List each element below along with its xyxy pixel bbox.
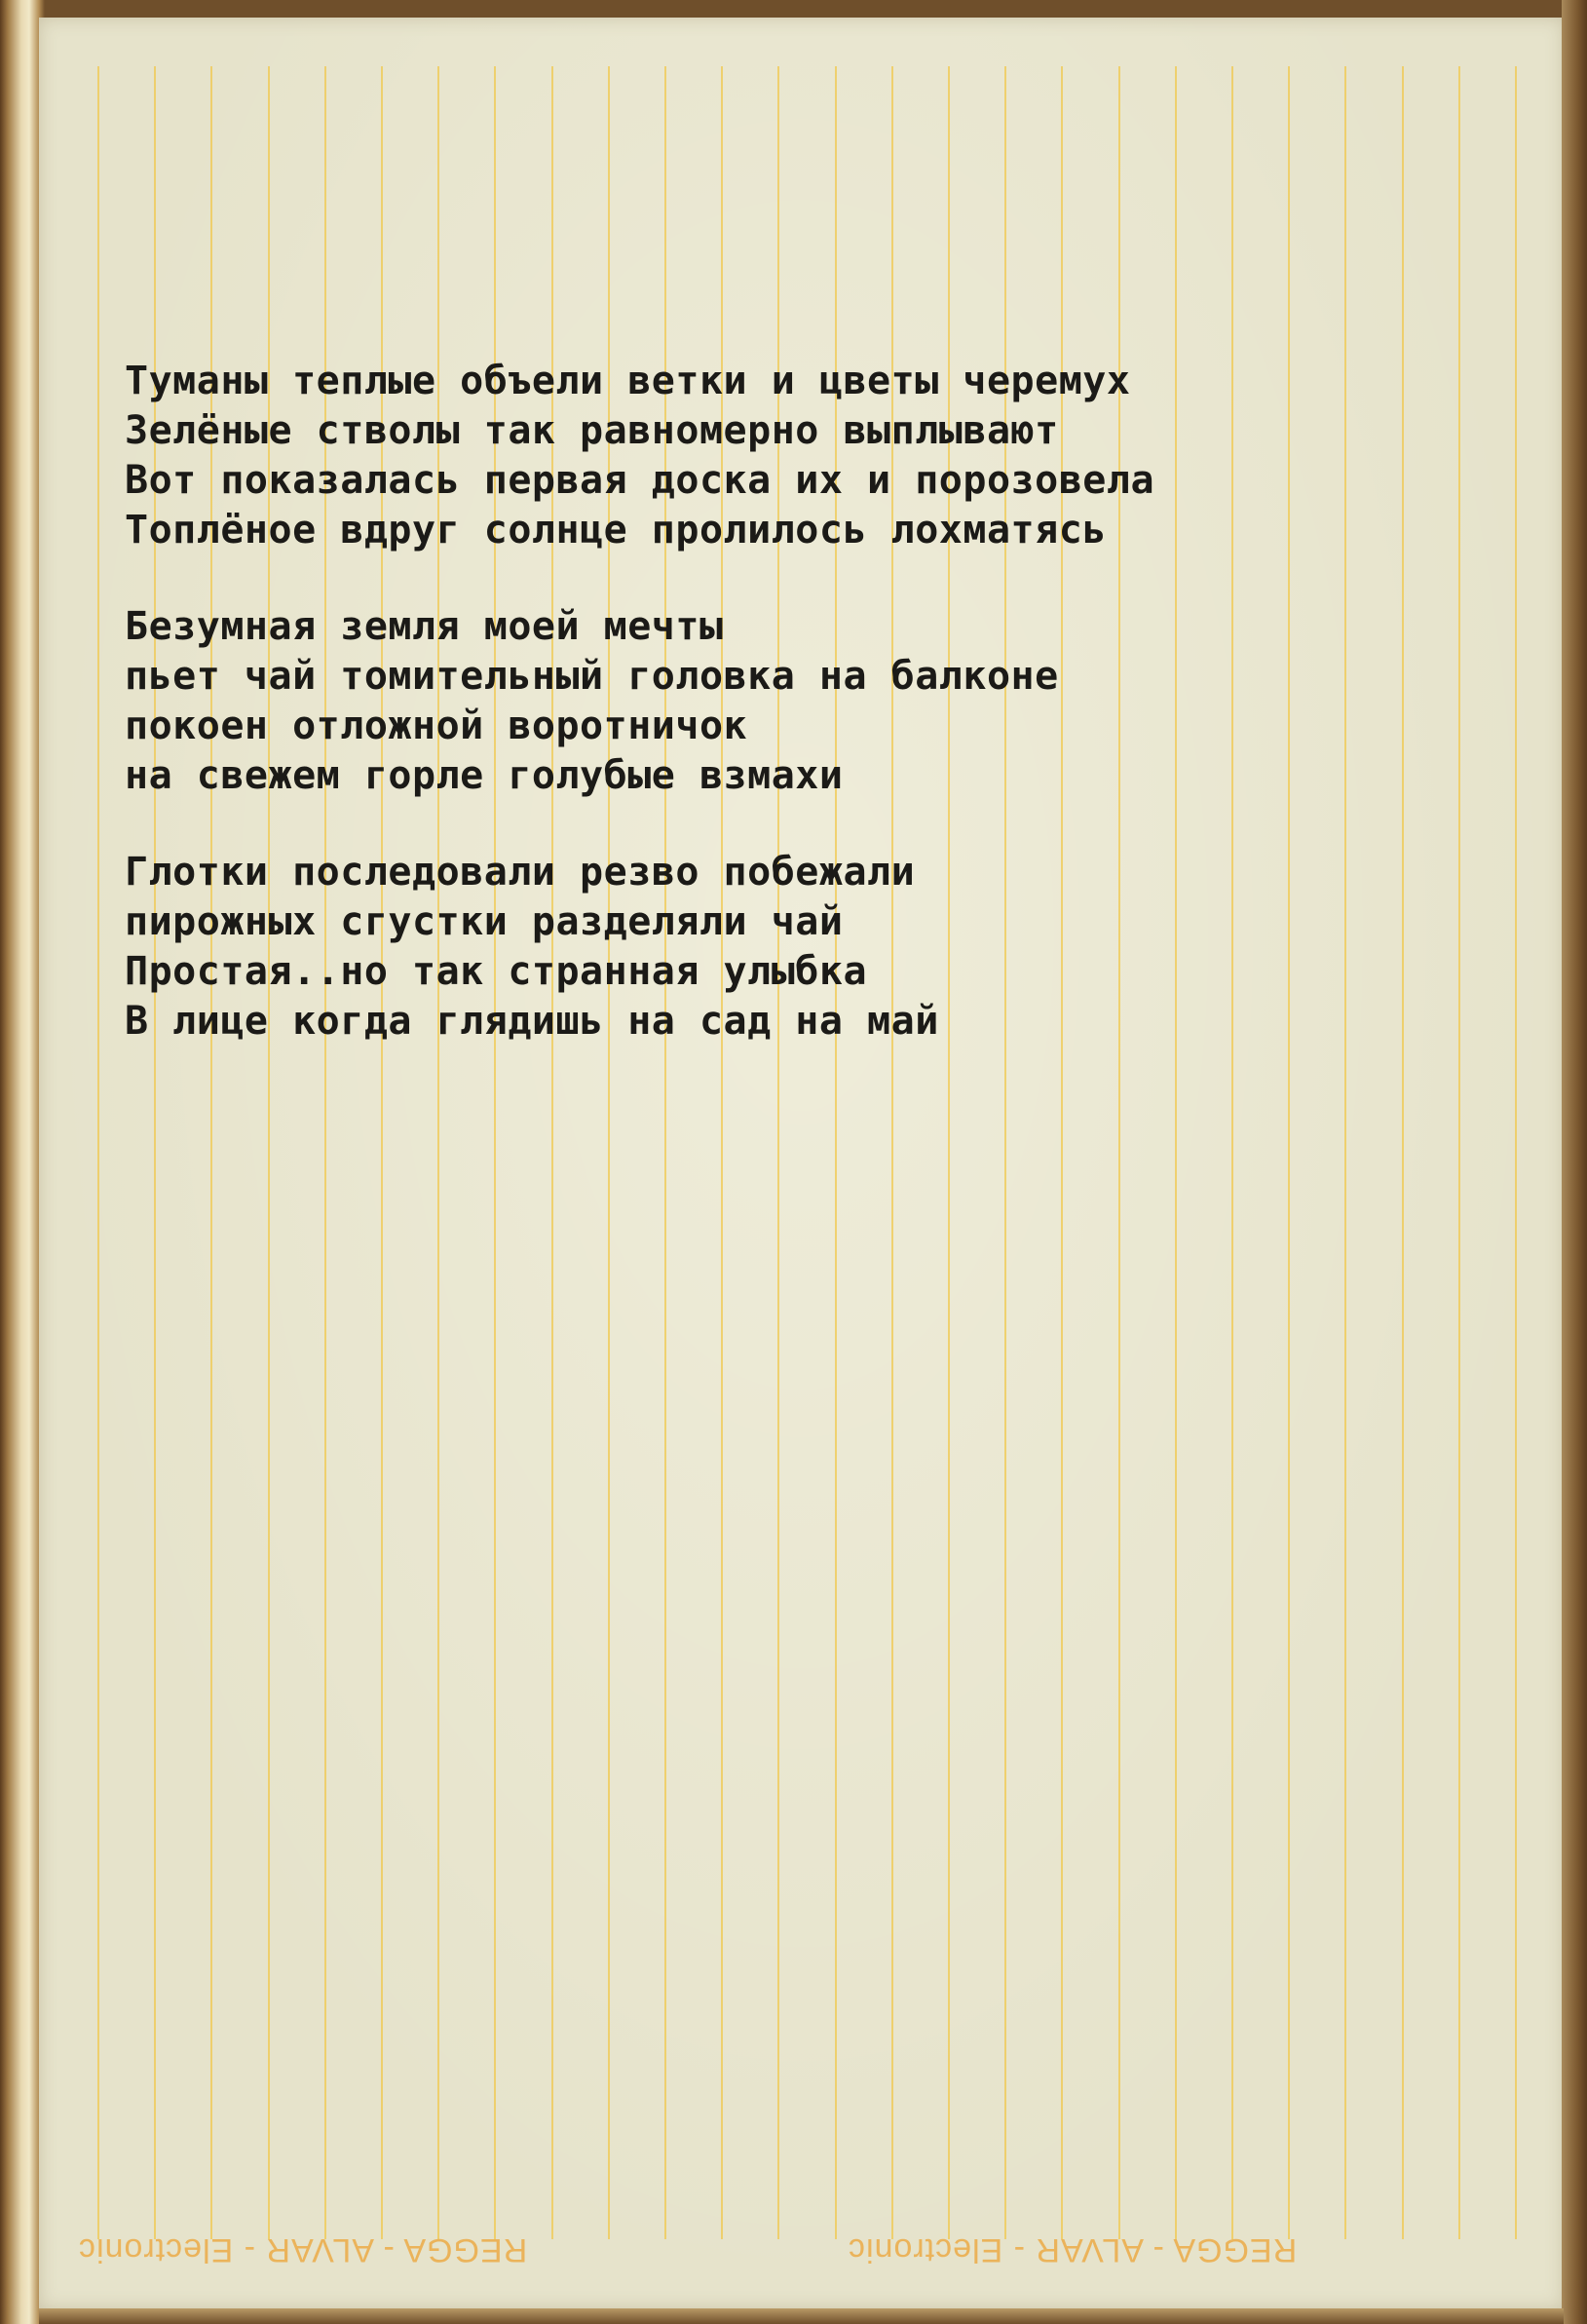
poem-line: покоен отложной воротничок [125,704,748,748]
poem-line: Глотки последовали резво побежали [125,850,916,895]
stanza-1 [125,357,1508,555]
paper-brand-imprint-left: REGGA - ALVAR - Electronic [78,2231,528,2268]
paper-brand-imprint-right: REGGA - ALVAR - Electronic [848,2231,1298,2268]
poem-line: Топлёное вдруг солнце пролилось лохматясь [125,508,1107,552]
poem-line: пирожных сгустки разделяли чай [125,899,844,944]
poem-line: В лице когда глядишь на сад на май [125,999,939,1044]
poem-line: Вот показалась первая доска их и порозовела [125,458,1155,503]
poem-line: Безумная земля моей мечты [125,604,724,649]
notebook-page [39,18,1564,2309]
poem-line: на свежем горле голубые взмахи [125,753,844,798]
stanza-3 [125,848,1508,1047]
poem-line: Простая..но так странная улыбка [125,949,868,994]
poem-line: Зелёные стволы так равномерно выплывают [125,408,1059,453]
ruling-line [1515,66,1517,2239]
ruling-line [97,66,99,2239]
poem-line: Туманы теплые объели ветки и цветы черемух [125,359,1131,403]
book-edge-right [1562,0,1587,2324]
book-edge-bottom [39,2308,1564,2324]
poem [125,357,1508,1093]
stanza-2 [125,602,1508,801]
poem-line: пьет чай томительный головка на балконе [125,654,1059,699]
